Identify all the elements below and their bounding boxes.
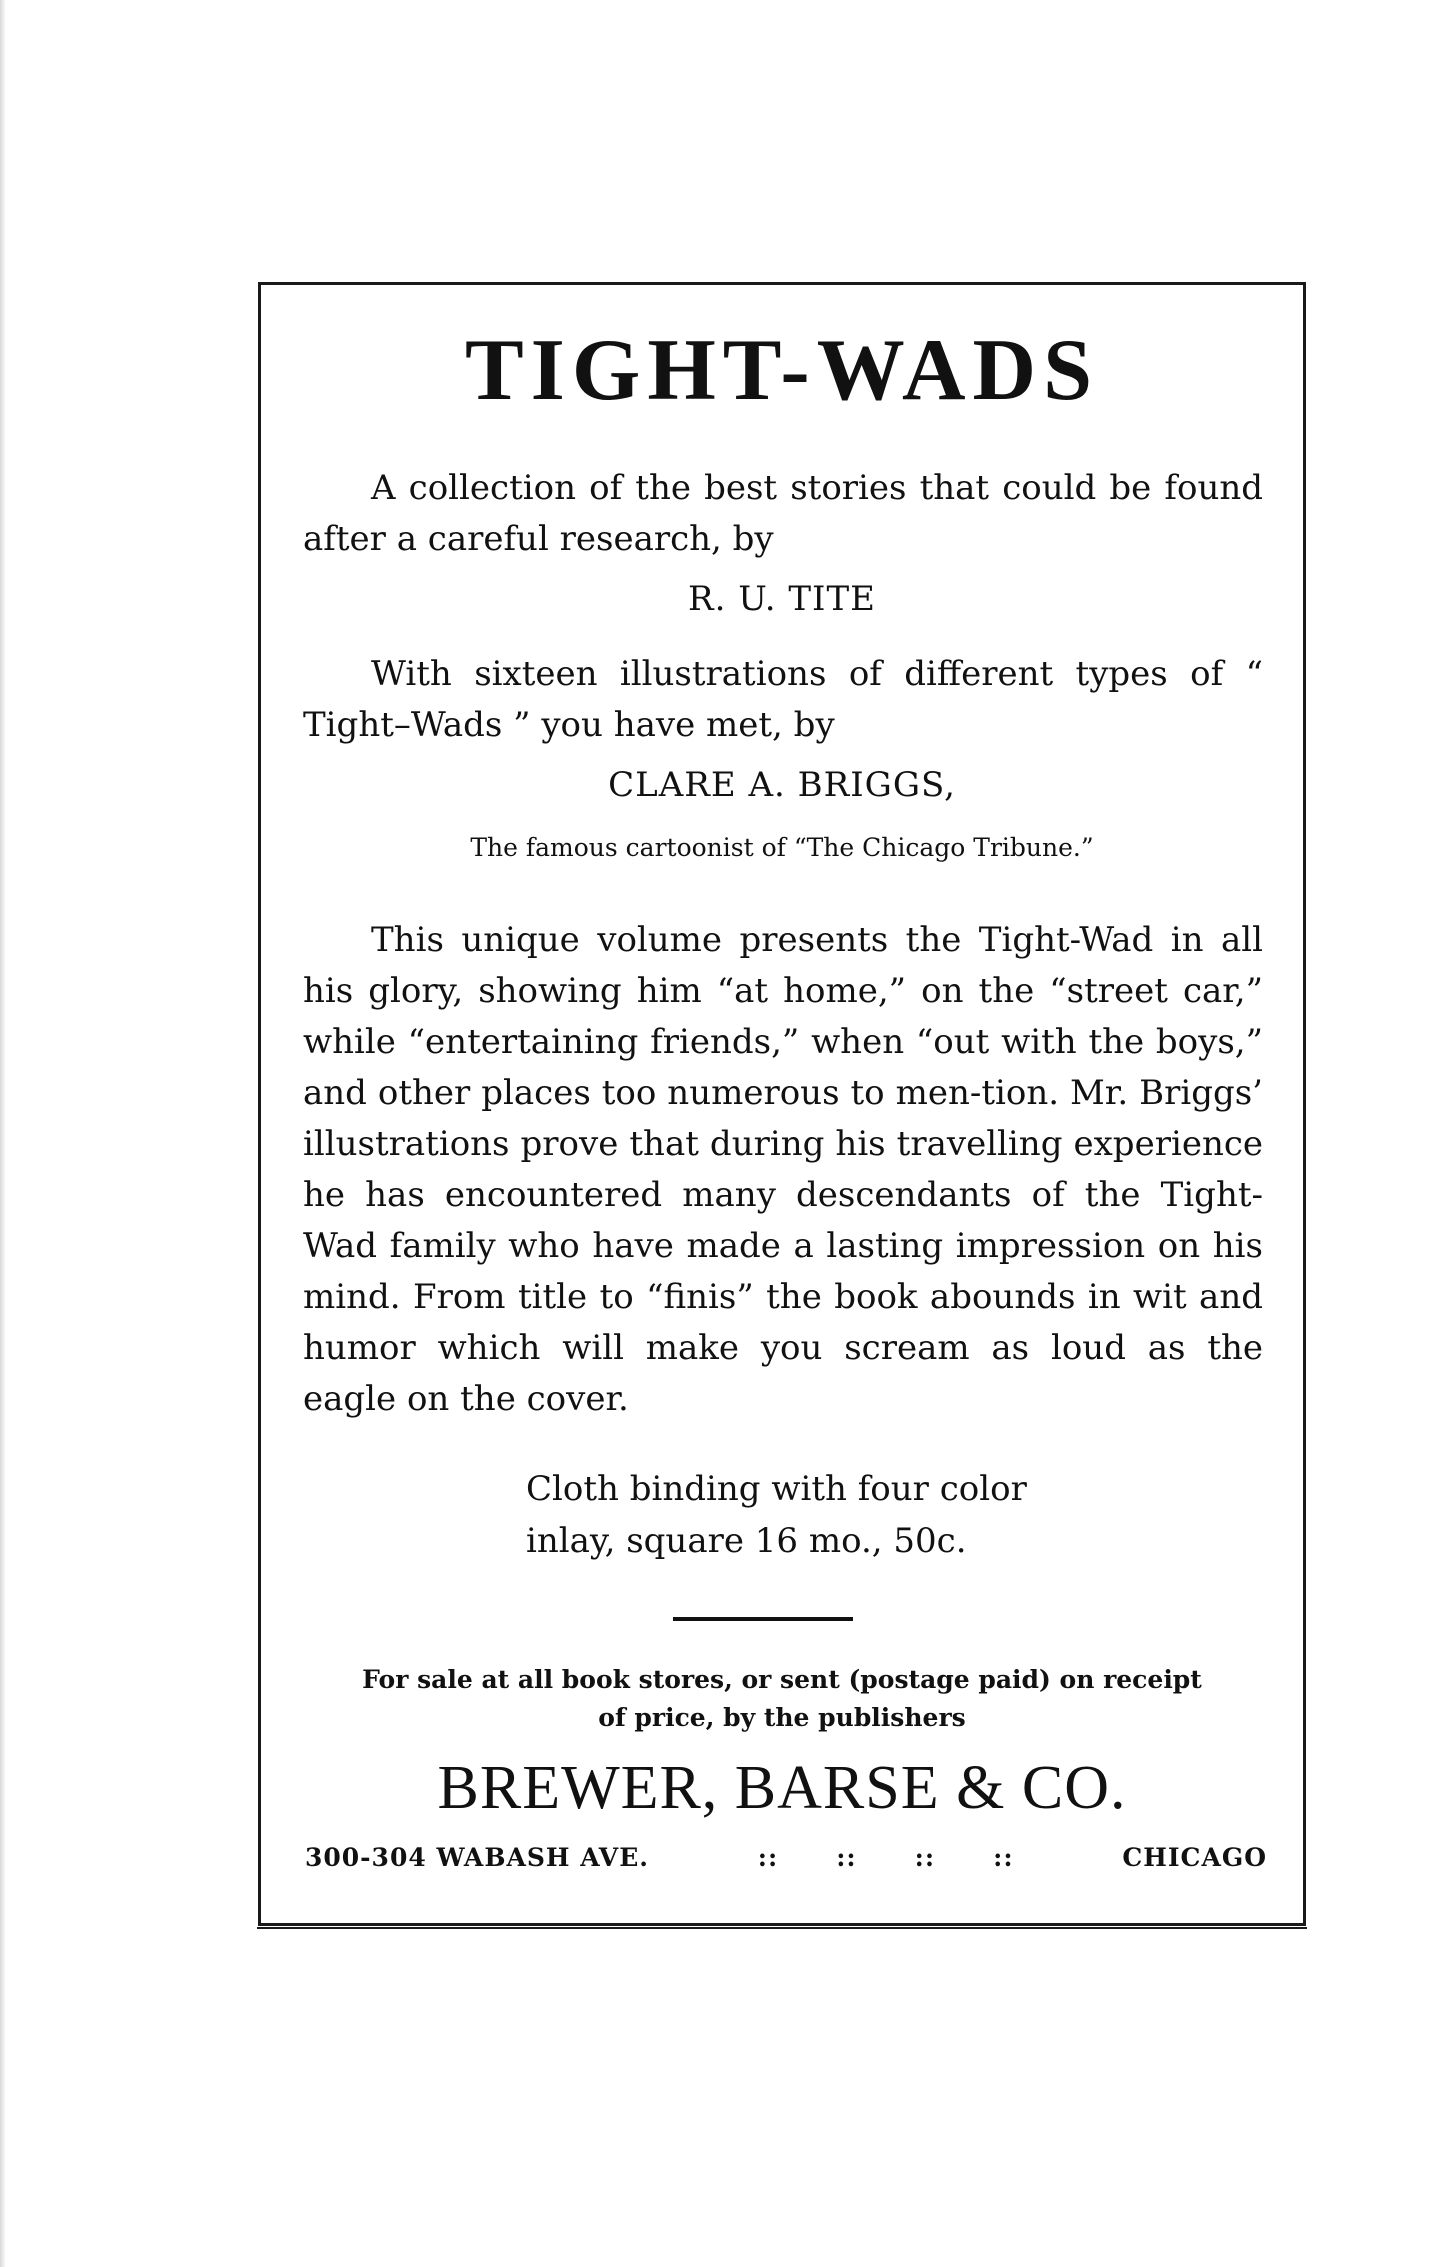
city-name: CHICAGO [1122,1843,1267,1872]
sale-text [291,1661,1273,1737]
illustrator-note: The famous cartoonist of “The Chicago Tribune.” [470,833,1094,862]
sale-line-2: of price, by the publishers [598,1703,966,1732]
divider-rule [673,1617,853,1621]
ad-title: TIGHT-WADS [464,322,1100,419]
illustrations-text: With sixteen illustrations of different types of “ Tight–Wads ” you have met, by [303,654,1263,745]
separator: :: [836,1843,857,1872]
street-address: 300-304 WABASH AVE. [305,1843,649,1872]
binding-line-1: Cloth binding with four color [526,1469,1027,1509]
separator-group [758,1843,1014,1872]
intro-text: A collection of the best stories that could be found after a careful research, by [303,468,1263,559]
separator: :: [914,1843,936,1872]
sale-line-1: For sale at all book stores, or sent (postage paid) on receipt [362,1665,1202,1694]
illustrator-name: CLARE A. BRIGGS, [608,765,956,805]
binding-line-2: inlay, square 16 mo., 50c. [526,1521,967,1561]
separator: :: [757,1843,779,1872]
page-edge [0,0,6,2267]
publisher-name: BREWER, BARSE & CO. [437,1754,1127,1822]
description-text: This unique volume presents the Tight-Wad in all his glory, showing him “at home,” on the “street car,” while “entertaining friends,” when “out with the boys,” and other places too numerous to men-tion. Mr. Briggs’ illustrations prove that during his travelling experience he has encountered many descendants of the Tight-Wad family who have made a lasting impression on his mind. From title to “finis” the book abounds in wit and humor which will make you scream as loud as the eagle on the cover. [303,920,1263,1419]
advertisement-box [258,282,1306,1926]
separator: :: [993,1843,1014,1872]
address-line [305,1843,1267,1872]
author-name: R. U. TITE [688,579,876,619]
